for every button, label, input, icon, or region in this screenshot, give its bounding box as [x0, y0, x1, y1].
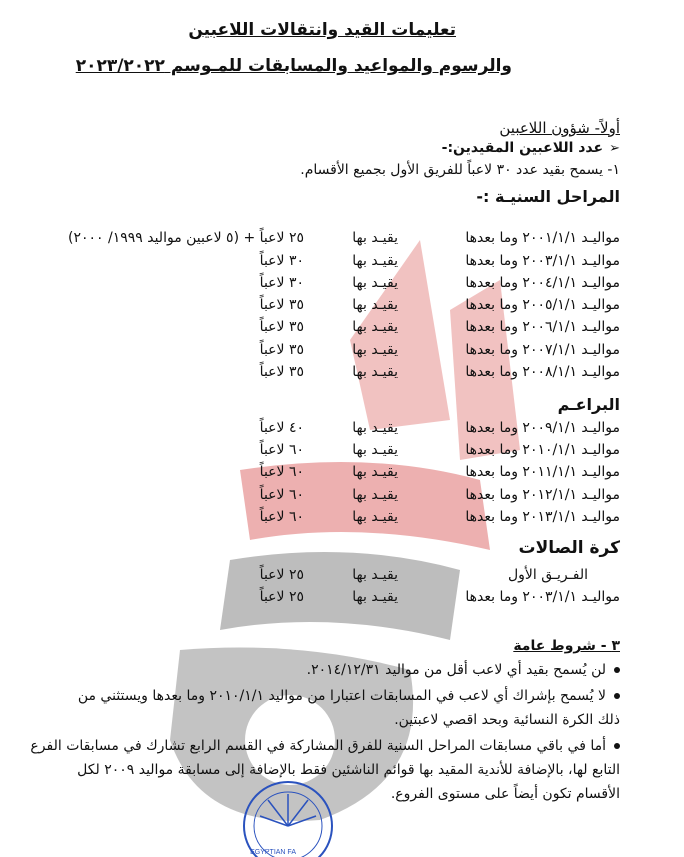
- federation-stamp: [238, 776, 338, 857]
- birth-cell: الفـريـق الأول: [508, 567, 588, 583]
- birth-cell: مواليـد ٢٠٠٥/١/١ وما بعدها: [465, 297, 620, 313]
- registration-cell: يقيـد بها: [352, 567, 398, 583]
- birth-cell: مواليـد ٢٠٠٨/١/١ وما بعدها: [465, 364, 620, 380]
- table-row: [0, 275, 684, 295]
- registration-cell: يقيـد بها: [352, 442, 398, 458]
- registration-cell: يقيـد بها: [352, 275, 398, 291]
- registration-cell: يقيـد بها: [352, 487, 398, 503]
- count-cell: ٢٥ لاعباً: [259, 567, 304, 583]
- list-item: [30, 738, 620, 754]
- table-row: [0, 364, 684, 384]
- count-cell: ٣٠ لاعباً: [259, 275, 304, 291]
- general-conditions-heading: ٣ - شروط عامة: [513, 638, 620, 654]
- birth-cell: مواليـد ٢٠٠٦/١/١ وما بعدها: [465, 319, 620, 335]
- page-subtitle: والرسوم والمواعيد والمسابقات للمـوسم ٢٠٢٣/٢٠٢٢: [75, 56, 512, 76]
- table-row: [0, 319, 684, 339]
- count-cell: ٤٠ لاعباً: [259, 420, 304, 436]
- count-cell: ٣٥ لاعباً: [259, 319, 304, 335]
- table-row: [0, 420, 684, 440]
- futsal-heading: كرة الصالات: [518, 538, 620, 558]
- registration-cell: يقيـد بها: [352, 253, 398, 269]
- bullet-icon: [614, 743, 620, 749]
- count-cell: ٦٠ لاعباً: [259, 442, 304, 458]
- birth-cell: مواليـد ٢٠١٣/١/١ وما بعدها: [465, 509, 620, 525]
- count-cell: ٦٠ لاعباً: [259, 509, 304, 525]
- condition-text: لن يُسمح بقيد أي لاعب أقل من مواليد ٢٠١٤/١٢/٣١.: [306, 662, 606, 678]
- registered-players-label: عدد اللاعبين المقيدين:-: [441, 140, 604, 156]
- registration-cell: يقيـد بها: [352, 464, 398, 480]
- birth-cell: مواليـد ٢٠٠١/١/١ وما بعدها: [465, 230, 620, 246]
- condition-continuation: الأقسام تكون أيضاً على مستوى الفروع.: [390, 786, 620, 802]
- table-row: [0, 509, 684, 529]
- list-item: [78, 688, 620, 704]
- condition-continuation: التابع لها، بالإضافة للأندية المقيد بها قوائم الناشئين فقط بالإضافة إلى مسابقة مواليد ٢٠٠٩ لكل: [77, 762, 620, 778]
- stamp-text: EGYPTIAN FA: [250, 849, 296, 856]
- section-players-heading: أولاً- شؤون اللاعبين: [499, 119, 620, 137]
- registered-players-heading: [442, 140, 620, 156]
- table-row: [0, 567, 684, 587]
- birth-cell: مواليـد ٢٠٠٣/١/١ وما بعدها: [465, 253, 620, 269]
- registration-cell: يقيـد بها: [352, 319, 398, 335]
- count-cell: ٢٥ لاعباً + (٥ لاعبين مواليد ١٩٩٩/ ٢٠٠٠): [67, 230, 304, 246]
- birth-cell: مواليـد ٢٠٠٣/١/١ وما بعدها: [465, 589, 620, 605]
- registration-cell: يقيـد بها: [352, 420, 398, 436]
- youth-stages-heading: المراحل السنيـة :-: [476, 187, 620, 206]
- bullet-icon: [614, 667, 620, 673]
- registration-cell: يقيـد بها: [352, 342, 398, 358]
- count-cell: ٣٥ لاعباً: [259, 342, 304, 358]
- table-row: [0, 589, 684, 609]
- registration-cell: يقيـد بها: [352, 509, 398, 525]
- birth-cell: مواليـد ٢٠١١/١/١ وما بعدها: [465, 464, 620, 480]
- table-row: [0, 442, 684, 462]
- table-row: [0, 464, 684, 484]
- birth-cell: مواليـد ٢٠٠٧/١/١ وما بعدها: [465, 342, 620, 358]
- buds-heading: البراعـم: [557, 395, 620, 414]
- registration-cell: يقيـد بها: [352, 297, 398, 313]
- registration-cell: يقيـد بها: [352, 364, 398, 380]
- condition-continuation: ذلك الكرة النسائية وبحد اقصي لاعبتين.: [394, 712, 620, 728]
- bullet-icon: [614, 693, 620, 699]
- table-row: [0, 297, 684, 317]
- table-row: [0, 342, 684, 362]
- list-item: [307, 662, 620, 678]
- registration-cell: يقيـد بها: [352, 589, 398, 605]
- birth-cell: مواليـد ٢٠٠٤/١/١ وما بعدها: [465, 275, 620, 291]
- count-cell: ٣٠ لاعباً: [259, 253, 304, 269]
- table-row: [0, 487, 684, 507]
- count-cell: ٣٥ لاعباً: [259, 297, 304, 313]
- table-row: [0, 253, 684, 273]
- first-team-rule: ١- يسمح بقيد عدد ٣٠ لاعباً للفريق الأول بجميع الأقسام.: [300, 162, 620, 178]
- condition-text: أما في باقي مسابقات المراحل السنية للفرق المشاركة في القسم الرابع تشارك في مسابقات الفرع: [30, 738, 606, 754]
- birth-cell: مواليـد ٢٠٠٩/١/١ وما بعدها: [465, 420, 620, 436]
- condition-text: لا يُسمح بإشراك أي لاعب في المسابقات اعتبارا من مواليد ٢٠١٠/١/١ وما بعدها ويستثني من: [77, 688, 606, 704]
- arrow-bullet-icon: ➢: [609, 141, 620, 156]
- count-cell: ٦٠ لاعباً: [259, 487, 304, 503]
- page-title: تعليمات القيد وانتقالات اللاعبين: [188, 20, 456, 40]
- table-row: [0, 230, 684, 250]
- birth-cell: مواليـد ٢٠١٠/١/١ وما بعدها: [465, 442, 620, 458]
- registration-cell: يقيـد بها: [352, 230, 398, 246]
- count-cell: ٦٠ لاعباً: [259, 464, 304, 480]
- count-cell: ٣٥ لاعباً: [259, 364, 304, 380]
- count-cell: ٢٥ لاعباً: [259, 589, 304, 605]
- birth-cell: مواليـد ٢٠١٢/١/١ وما بعدها: [465, 487, 620, 503]
